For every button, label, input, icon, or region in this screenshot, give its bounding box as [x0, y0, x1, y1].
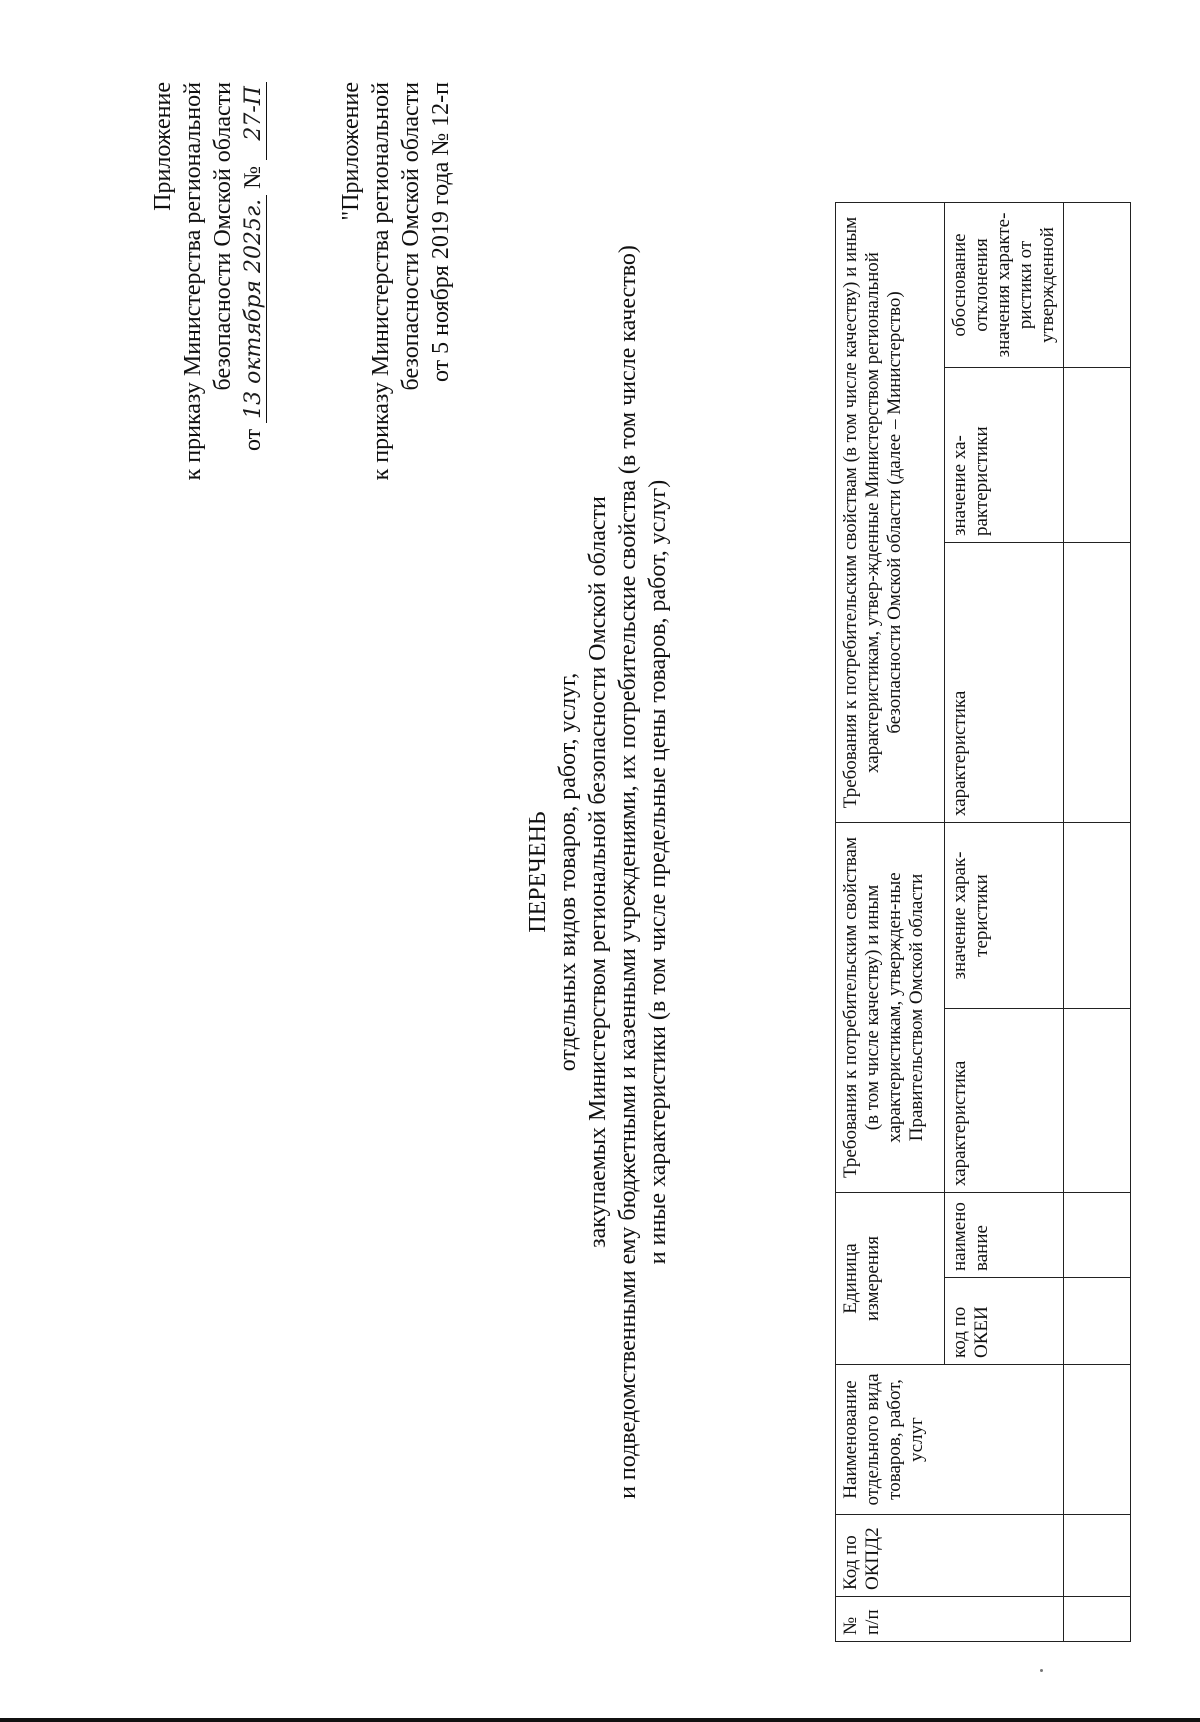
header-row-1 — [836, 203, 945, 1642]
header-unit-name: наимено вание — [945, 1193, 1064, 1278]
table-cell — [1064, 1365, 1131, 1515]
from-prefix: от — [240, 428, 266, 452]
scan-edge-line — [0, 1718, 1200, 1722]
header-ministry-requirements: Требования к потребительским свойствам (в том числе качеству) и иным характеристикам, утвер-жденные Министерством региональной безопасности Омской области (далее – Министерство) — [836, 203, 945, 823]
appendix-line: безопасности Омской области — [210, 82, 236, 391]
title-heading: ПЕРЕЧЕНЬ — [525, 811, 551, 933]
header-no: № п/п — [836, 1597, 1064, 1642]
appendix-prev-line: к приказу Министерства региональной — [368, 82, 394, 481]
table-cell — [1064, 203, 1131, 368]
appendix-previous — [336, 82, 456, 480]
table-cell — [1064, 543, 1131, 823]
table-row — [1064, 203, 1131, 1642]
title-line: и подведомственными ему бюджетными и казенными учреждениями, их потребительские свойства (в том числе качество) — [615, 245, 641, 1499]
handwritten-number: 27-П — [242, 82, 267, 160]
header-item-name: Наименование отдельного вида товаров, работ, услуг — [836, 1365, 1064, 1515]
table-cell — [1064, 1278, 1131, 1365]
appendix-current — [148, 82, 268, 480]
header-gov-value: значение харак-теристики — [945, 823, 1064, 1009]
header-okpd: Код по ОКПД2 — [836, 1515, 1064, 1597]
title-line: отдельных видов товаров, работ, услуг, — [555, 672, 581, 1072]
table-cell — [1064, 1597, 1131, 1642]
header-gov-requirements: Требования к потребительским свойствам (в том числе качеству) и иным характеристикам, утвержден-ные Правительством Омской области — [836, 823, 945, 1193]
header-unit-code: код по ОКЕИ — [945, 1278, 1064, 1365]
title-line: закупаемых Министерством региональной безопасности Омской области — [585, 496, 611, 1248]
table-cell — [1064, 1009, 1131, 1193]
number-prefix: № — [240, 166, 266, 189]
scan-speck — [1040, 1669, 1043, 1672]
header-ministry-characteristic: характеристика — [945, 543, 1064, 823]
handwritten-date: 13 октября 2025г. — [242, 195, 267, 423]
appendix-line: Приложение — [150, 82, 176, 211]
document-title — [523, 82, 673, 1662]
table-cell — [1064, 368, 1131, 543]
appendix-prev-line: "Приложение — [338, 82, 364, 221]
header-ministry-value: значение ха-рактеристики — [945, 368, 1064, 543]
goods-requirements-table — [835, 202, 1131, 1642]
appendix-prev-line: от 5 ноября 2019 года № 12-п — [428, 82, 454, 382]
table-cell — [1064, 823, 1131, 1009]
appendix-prev-line: безопасности Омской области — [398, 82, 424, 391]
title-line: и иные характеристики (в том числе предельные цены товаров, работ, услуг) — [645, 479, 671, 1265]
table-cell — [1064, 1515, 1131, 1597]
header-gov-characteristic: характеристика — [945, 1009, 1064, 1193]
header-unit: Единица измерения — [836, 1193, 945, 1365]
appendix-date-line — [238, 82, 268, 480]
header-ministry-justification: обоснование отклонения значения характе-ристики от утвержденной — [945, 203, 1064, 368]
appendix-line: к приказу Министерства региональной — [180, 82, 206, 481]
table-cell — [1064, 1193, 1131, 1278]
